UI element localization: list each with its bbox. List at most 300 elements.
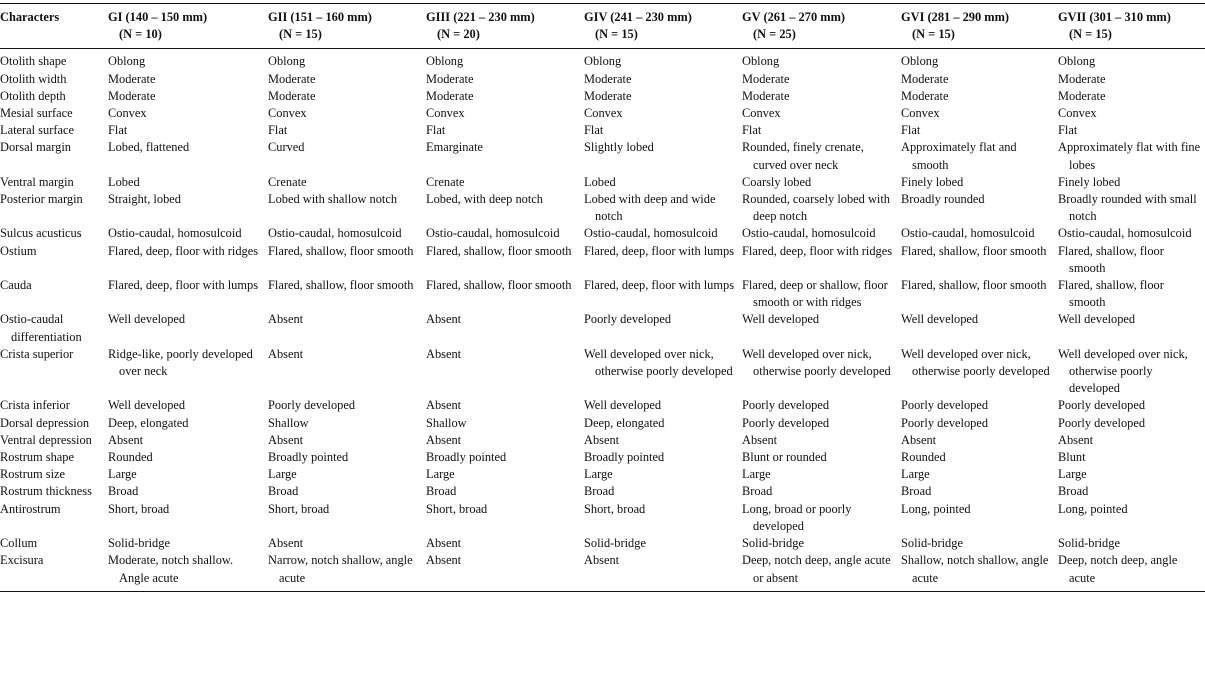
table-cell xyxy=(901,139,1058,173)
cell-text: Absent xyxy=(426,432,462,447)
cell-text: Cauda xyxy=(0,278,32,293)
cell-text: Broad xyxy=(108,484,139,499)
table-cell xyxy=(584,174,742,191)
column-header-label: GVII (301 – 310 mm) xyxy=(1058,10,1171,24)
table-cell xyxy=(901,415,1058,432)
row-label-cell xyxy=(0,88,108,105)
cell-text: Ostio-caudal, homosulcoid xyxy=(268,226,402,241)
table-cell xyxy=(1058,449,1205,466)
cell-text: Deep, elongated xyxy=(108,415,189,430)
cell-text: Moderate xyxy=(901,71,949,86)
cell-text: Flat xyxy=(108,123,128,138)
cell-text: Convex xyxy=(268,106,307,121)
cell-text: Broadly pointed xyxy=(426,450,507,465)
cell-text: Moderate xyxy=(1058,88,1106,103)
cell-text: Crista superior xyxy=(0,346,74,361)
table-cell xyxy=(268,535,426,552)
table-row xyxy=(0,535,1205,552)
cell-text: Broadly pointed xyxy=(268,450,349,465)
cell-text: Moderate xyxy=(584,88,632,103)
table-cell xyxy=(268,415,426,432)
table-cell xyxy=(584,105,742,122)
cell-text: Lobed with shallow notch xyxy=(268,192,398,207)
cell-text: Lobed with deep and wide notch xyxy=(584,192,716,224)
table-cell xyxy=(268,49,426,71)
cell-text: Ostio-caudal, homosulcoid xyxy=(1058,226,1192,241)
cell-text: Flared, shallow, floor smooth xyxy=(1058,278,1164,310)
table-cell xyxy=(108,501,268,535)
table-cell xyxy=(268,432,426,449)
table-cell xyxy=(1058,483,1205,500)
table-cell xyxy=(584,71,742,88)
table-header xyxy=(0,4,1205,49)
table-row xyxy=(0,139,1205,173)
cell-text: Absent xyxy=(742,432,778,447)
table-cell xyxy=(1058,397,1205,414)
cell-text: Large xyxy=(268,467,297,482)
cell-text: Solid-bridge xyxy=(901,536,963,551)
cell-text: Shallow xyxy=(426,415,467,430)
cell-text: Large xyxy=(1058,467,1087,482)
column-header-label: GI (140 – 150 mm) xyxy=(108,10,208,24)
cell-text: Broad xyxy=(1058,484,1089,499)
table-cell xyxy=(108,346,268,398)
cell-text: Broad xyxy=(742,484,773,499)
table-cell xyxy=(742,49,901,71)
table-cell xyxy=(108,466,268,483)
cell-text: Moderate, notch shallow. Angle acute xyxy=(108,553,234,585)
table-cell xyxy=(108,397,268,414)
table-cell xyxy=(742,501,901,535)
cell-text: Collum xyxy=(0,536,38,551)
column-header-sample-size: (N = 10) xyxy=(119,27,162,42)
cell-text: Deep, notch deep, angle acute or absent xyxy=(742,553,891,585)
column-header-characters xyxy=(0,4,108,49)
table-cell xyxy=(901,174,1058,191)
table-cell xyxy=(1058,501,1205,535)
cell-text: Flared, shallow, floor smooth xyxy=(1058,243,1164,275)
table-cell xyxy=(108,449,268,466)
cell-text: Short, broad xyxy=(108,501,170,516)
table-cell xyxy=(742,432,901,449)
table-cell xyxy=(268,466,426,483)
cell-text: Ostio-caudal, homosulcoid xyxy=(742,226,876,241)
table-cell xyxy=(901,397,1058,414)
cell-text: Crista inferior xyxy=(0,398,70,413)
table-cell xyxy=(108,552,268,591)
table-cell xyxy=(742,225,901,242)
table-cell xyxy=(901,105,1058,122)
cell-text: Shallow, notch shallow, angle acute xyxy=(901,553,1049,585)
row-label-cell xyxy=(0,191,108,225)
table-row xyxy=(0,552,1205,591)
column-header-sample-size: (N = 20) xyxy=(437,27,480,42)
cell-text: Poorly developed xyxy=(268,398,356,413)
table-cell xyxy=(1058,346,1205,398)
row-label-cell xyxy=(0,483,108,500)
table-cell xyxy=(426,122,584,139)
cell-text: Finely lobed xyxy=(901,174,964,189)
table-cell xyxy=(426,191,584,225)
table-cell xyxy=(584,311,742,345)
cell-text: Short, broad xyxy=(584,501,646,516)
cell-text: Large xyxy=(108,467,137,482)
cell-text: Broad xyxy=(901,484,932,499)
table-cell xyxy=(268,122,426,139)
table-row xyxy=(0,122,1205,139)
cell-text: Shallow xyxy=(268,415,309,430)
row-label-cell xyxy=(0,277,108,311)
table-cell xyxy=(742,174,901,191)
table-cell xyxy=(584,346,742,398)
table-cell xyxy=(901,243,1058,277)
cell-text: Ostio-caudal differentiation xyxy=(0,312,82,344)
cell-text: Ventral margin xyxy=(0,174,74,189)
table-cell xyxy=(426,105,584,122)
table-cell xyxy=(426,174,584,191)
cell-text: Lobed, with deep notch xyxy=(426,192,543,207)
column-header-sample-size: (N = 15) xyxy=(595,27,638,42)
cell-text: Broad xyxy=(584,484,615,499)
cell-text: Oblong xyxy=(1058,54,1096,69)
table-cell xyxy=(901,191,1058,225)
cell-text: Solid-bridge xyxy=(584,536,646,551)
cell-text: Flat xyxy=(1058,123,1078,138)
table-cell xyxy=(268,552,426,591)
table-cell xyxy=(108,174,268,191)
cell-text: Rounded xyxy=(108,450,153,465)
cell-text: Oblong xyxy=(108,54,146,69)
table-row xyxy=(0,191,1205,225)
cell-text: Well developed xyxy=(584,398,662,413)
cell-text: Blunt or rounded xyxy=(742,450,827,465)
table-cell xyxy=(1058,139,1205,173)
table-row xyxy=(0,346,1205,398)
table-cell xyxy=(268,501,426,535)
cell-text: Well developed xyxy=(108,398,186,413)
cell-text: Moderate xyxy=(1058,71,1106,86)
table-cell xyxy=(901,346,1058,398)
table-cell xyxy=(1058,311,1205,345)
table-cell xyxy=(108,139,268,173)
cell-text: Moderate xyxy=(901,88,949,103)
table-cell xyxy=(108,432,268,449)
table-cell xyxy=(1058,535,1205,552)
cell-text: Absent xyxy=(268,312,304,327)
row-label-cell xyxy=(0,535,108,552)
table-cell xyxy=(1058,552,1205,591)
row-label-cell xyxy=(0,552,108,591)
column-header-giv xyxy=(584,4,742,49)
column-header-label: GII (151 – 160 mm) xyxy=(268,10,372,24)
table-cell xyxy=(108,225,268,242)
table-cell xyxy=(426,397,584,414)
cell-text: Convex xyxy=(108,106,147,121)
table-cell xyxy=(584,466,742,483)
cell-text: Flared, shallow, floor smooth xyxy=(426,243,572,258)
table-cell xyxy=(268,449,426,466)
cell-text: Large xyxy=(426,467,455,482)
cell-text: Long, pointed xyxy=(1058,501,1128,516)
cell-text: Otolith width xyxy=(0,71,67,86)
cell-text: Flared, shallow, floor smooth xyxy=(268,243,414,258)
cell-text: Absent xyxy=(426,536,462,551)
table-row xyxy=(0,483,1205,500)
cell-text: Ostio-caudal, homosulcoid xyxy=(584,226,718,241)
table-cell xyxy=(108,243,268,277)
table-cell xyxy=(268,277,426,311)
cell-text: Absent xyxy=(268,346,304,361)
table-cell xyxy=(742,277,901,311)
cell-text: Flared, deep or shallow, floor smooth or with ridges xyxy=(742,278,888,310)
table-row xyxy=(0,311,1205,345)
cell-text: Coarsly lobed xyxy=(742,174,812,189)
table-cell xyxy=(742,191,901,225)
table-cell xyxy=(901,88,1058,105)
table-cell xyxy=(901,501,1058,535)
table-cell xyxy=(268,105,426,122)
cell-text: Convex xyxy=(1058,106,1097,121)
column-header-label: Characters xyxy=(0,10,60,24)
table-cell xyxy=(268,88,426,105)
row-label-cell xyxy=(0,225,108,242)
cell-text: Poorly developed xyxy=(742,398,830,413)
cell-text: Blunt xyxy=(1058,450,1086,465)
row-label-cell xyxy=(0,243,108,277)
cell-text: Flared, shallow, floor smooth xyxy=(426,278,572,293)
cell-text: Moderate xyxy=(584,71,632,86)
cell-text: Sulcus acusticus xyxy=(0,226,82,241)
table-cell xyxy=(584,397,742,414)
cell-text: Oblong xyxy=(742,54,780,69)
table-cell xyxy=(901,225,1058,242)
table-cell xyxy=(584,139,742,173)
cell-text: Well developed over nick, otherwise poorly developed xyxy=(901,346,1050,379)
cell-text: Deep, elongated xyxy=(584,415,665,430)
cell-text: Absent xyxy=(268,432,304,447)
cell-text: Absent xyxy=(584,553,620,568)
cell-text: Curved xyxy=(268,140,305,155)
cell-text: Convex xyxy=(426,106,465,121)
table-cell xyxy=(584,449,742,466)
cell-text: Crenate xyxy=(426,174,465,189)
table-cell xyxy=(901,311,1058,345)
cell-text: Crenate xyxy=(268,174,307,189)
cell-text: Moderate xyxy=(108,71,156,86)
cell-text: Ostio-caudal, homosulcoid xyxy=(426,226,560,241)
cell-text: Flat xyxy=(268,123,288,138)
table-cell xyxy=(742,535,901,552)
cell-text: Moderate xyxy=(742,88,790,103)
table-cell xyxy=(108,105,268,122)
cell-text: Approximately flat with fine lobes xyxy=(1058,140,1201,172)
cell-text: Poorly developed xyxy=(1058,415,1146,430)
table-cell xyxy=(108,311,268,345)
cell-text: Lobed, flattened xyxy=(108,140,190,155)
column-header-giii xyxy=(426,4,584,49)
table-cell xyxy=(268,174,426,191)
table-cell xyxy=(584,501,742,535)
table-cell xyxy=(742,449,901,466)
cell-text: Rounded, coarsely lobed with deep notch xyxy=(742,192,890,224)
table-cell xyxy=(426,225,584,242)
column-header-sample-size: (N = 25) xyxy=(753,27,796,42)
otolith-characters-table xyxy=(0,3,1205,592)
cell-text: Moderate xyxy=(268,71,316,86)
cell-text: Poorly developed xyxy=(1058,398,1146,413)
row-label-cell xyxy=(0,49,108,71)
cell-text: Rostrum shape xyxy=(0,450,74,465)
table-cell xyxy=(426,243,584,277)
cell-text: Otolith shape xyxy=(0,54,67,69)
table-row xyxy=(0,243,1205,277)
table-cell xyxy=(426,432,584,449)
row-label-cell xyxy=(0,71,108,88)
column-header-label: GIII (221 – 230 mm) xyxy=(426,10,535,24)
cell-text: Oblong xyxy=(426,54,464,69)
table-row xyxy=(0,71,1205,88)
cell-text: Absent xyxy=(426,553,462,568)
table-cell xyxy=(901,483,1058,500)
table-cell xyxy=(268,483,426,500)
table-cell xyxy=(1058,191,1205,225)
cell-text: Moderate xyxy=(268,88,316,103)
cell-text: Lobed xyxy=(584,174,616,189)
cell-text: Poorly developed xyxy=(901,415,989,430)
cell-text: Solid-bridge xyxy=(108,536,170,551)
column-header-gvi xyxy=(901,4,1058,49)
cell-text: Poorly developed xyxy=(584,312,672,327)
cell-text: Flared, shallow, floor smooth xyxy=(901,278,1047,293)
table-cell xyxy=(108,191,268,225)
cell-text: Flared, shallow, floor smooth xyxy=(901,243,1047,258)
cell-text: Mesial surface xyxy=(0,106,73,121)
row-label-cell xyxy=(0,432,108,449)
cell-text: Absent xyxy=(426,398,462,413)
column-header-sample-size: (N = 15) xyxy=(912,27,955,42)
table-cell xyxy=(268,225,426,242)
cell-text: Lateral surface xyxy=(0,123,74,138)
table-cell xyxy=(584,243,742,277)
table-cell xyxy=(1058,466,1205,483)
cell-text: Flat xyxy=(584,123,604,138)
column-header-gvii xyxy=(1058,4,1205,49)
cell-text: Flared, shallow, floor smooth xyxy=(268,278,414,293)
table-cell xyxy=(426,88,584,105)
table-cell xyxy=(108,88,268,105)
table-body xyxy=(0,49,1205,591)
cell-text: Long, broad or poorly developed xyxy=(742,501,852,533)
table-cell xyxy=(584,88,742,105)
table-cell xyxy=(901,466,1058,483)
table-cell xyxy=(742,552,901,591)
cell-text: Emarginate xyxy=(426,140,483,155)
row-label-cell xyxy=(0,466,108,483)
table-cell xyxy=(426,49,584,71)
cell-text: Absent xyxy=(426,312,462,327)
table-cell xyxy=(1058,49,1205,71)
table-cell xyxy=(268,71,426,88)
cell-text: Flat xyxy=(742,123,762,138)
table-cell xyxy=(584,277,742,311)
cell-text: Flared, deep, floor with ridges xyxy=(742,243,893,258)
table-cell xyxy=(1058,277,1205,311)
cell-text: Lobed xyxy=(108,174,140,189)
table-cell xyxy=(901,535,1058,552)
cell-text: Well developed xyxy=(108,312,186,327)
cell-text: Approximately flat and smooth xyxy=(901,140,1017,172)
cell-text: Straight, lobed xyxy=(108,192,181,207)
cell-text: Broadly rounded with small notch xyxy=(1058,192,1197,224)
row-label-cell xyxy=(0,346,108,398)
cell-text: Rostrum thickness xyxy=(0,484,92,499)
cell-text: Absent xyxy=(1058,432,1094,447)
cell-text: Oblong xyxy=(584,54,622,69)
table-cell xyxy=(1058,225,1205,242)
column-header-label: GIV (241 – 230 mm) xyxy=(584,10,692,24)
row-label-cell xyxy=(0,449,108,466)
table-cell xyxy=(742,311,901,345)
table-row xyxy=(0,449,1205,466)
cell-text: Antirostrum xyxy=(0,501,61,516)
cell-text: Solid-bridge xyxy=(742,536,804,551)
table-cell xyxy=(268,191,426,225)
cell-text: Absent xyxy=(268,536,304,551)
cell-text: Finely lobed xyxy=(1058,174,1121,189)
table-cell xyxy=(268,139,426,173)
table-row xyxy=(0,49,1205,71)
table-cell xyxy=(584,483,742,500)
table-cell xyxy=(108,535,268,552)
table-cell xyxy=(584,535,742,552)
table-cell xyxy=(901,71,1058,88)
cell-text: Ostium xyxy=(0,243,37,258)
table-row xyxy=(0,225,1205,242)
column-header-gi xyxy=(108,4,268,49)
table-row xyxy=(0,277,1205,311)
table-cell xyxy=(584,49,742,71)
table-cell xyxy=(108,483,268,500)
table-cell xyxy=(742,105,901,122)
row-label-cell xyxy=(0,139,108,173)
table-cell xyxy=(1058,88,1205,105)
row-label-cell xyxy=(0,397,108,414)
table-cell xyxy=(584,225,742,242)
table-cell xyxy=(108,122,268,139)
cell-text: Slightly lobed xyxy=(584,140,654,155)
table-cell xyxy=(742,88,901,105)
cell-text: Moderate xyxy=(742,71,790,86)
cell-text: Broad xyxy=(426,484,457,499)
table-cell xyxy=(584,415,742,432)
table-cell xyxy=(742,397,901,414)
cell-text: Dorsal margin xyxy=(0,140,72,155)
table-cell xyxy=(108,71,268,88)
header-row xyxy=(0,4,1205,49)
table-row xyxy=(0,466,1205,483)
column-header-label: GV (261 – 270 mm) xyxy=(742,10,846,24)
table-cell xyxy=(426,346,584,398)
table-cell xyxy=(1058,71,1205,88)
row-label-cell xyxy=(0,122,108,139)
cell-text: Well developed xyxy=(742,312,820,327)
cell-text: Well developed xyxy=(901,312,979,327)
table-cell xyxy=(426,501,584,535)
cell-text: Flared, deep, floor with ridges xyxy=(108,243,259,258)
cell-text: Broad xyxy=(268,484,299,499)
table-cell xyxy=(742,415,901,432)
table-cell xyxy=(584,552,742,591)
